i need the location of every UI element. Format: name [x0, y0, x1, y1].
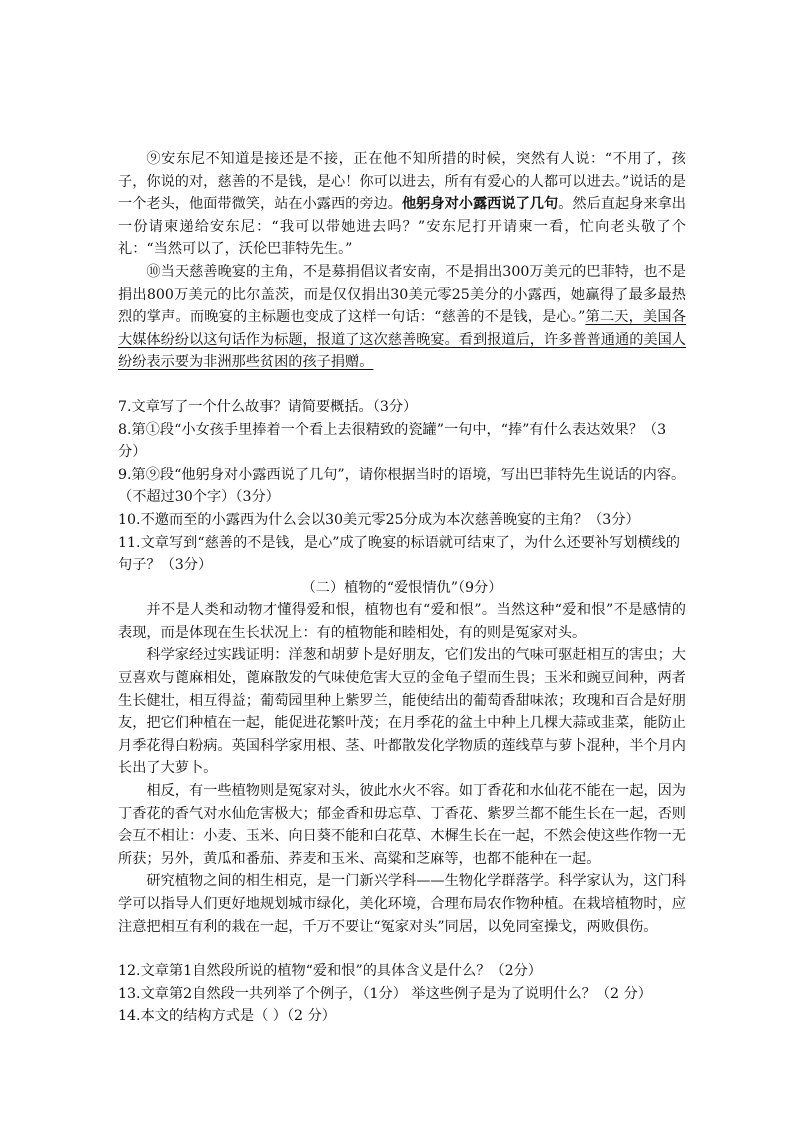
section-2-paragraph-1: 并不是人类和动物才懂得爱和恨，植物也有“爱和恨”。当然这种“爱和恨”不是感情的表现，而是体现在生长状况上：有的植物能和睦相处，有的则是冤家对头。 [118, 602, 686, 641]
paragraph-9-text: ⑨安东尼不知道是接还是不接，正在他不知所措的时候，突然有人说：“不用了，孩子，你说的对，慈善的不是钱，是心！你可以进去，所有有爱心的人都可以进去。”说话的是一个老头，他面带微笑，站在小露西的旁边。 [118, 151, 686, 213]
paragraph-10-text: ⑩当天慈善晚宴的主角，不是募捐倡议者安南，不是捐出300万美元的巴菲特，也不是捐出800万美元的比尔盖茨，而是仅仅捐出30美元零25美分的小露西，她赢得了最多最热烈的掌声。而晚宴的主标题也变成了这样一句话：“慈善的不是钱，是心。” [118, 263, 686, 326]
question-8: 8.第①段“小女孩手里捧着一个看上去很精致的瓷罐”一句中，“捧”有什么表达效果？（3分） [118, 421, 667, 461]
section-2-paragraph-3: 相反，有一些植物则是冤家对头，彼此水火不容。如丁香花和水仙花不能在一起，因为丁香花的香气对水仙危害极大；郁金香和毋忘草、丁香花、紫罗兰都不能生长在一起，否则会互不相让：小麦、玉米、向日葵不能和白花草、木樨生长在一起，不然会使这些作物一无所获；另外，黄瓜和番茄、荞麦和玉米、高粱和芝麻等，也都不能种在一起。 [118, 783, 686, 867]
question-12: 12.文章第1自然段所说的植物“爱和恨”的具体含义是什么？（2分） [118, 963, 542, 980]
question-10: 10.不邀而至的小露西为什么会以30美元零25分成为本次慈善晚宴的主角？（3分） [118, 511, 640, 528]
question-7: 7.文章写了一个什么故事？请简要概括。（3分） [118, 398, 418, 415]
spacer [118, 374, 686, 396]
paragraph-9 [118, 148, 686, 261]
question-14: 14.本文的结构方式是（ ）（2 分） [118, 1008, 336, 1025]
question-9: 9.第⑨段“他躬身对小露西说了几句”，请你根据当时的语境，写出巴菲特先生说话的内容。（不超过30个字）（3分） [118, 466, 686, 506]
question-11: 11.文章写到“慈善的不是钱，是心”成了晚宴的标语就可结束了，为什么还要补写划横线的句子？（3分） [118, 534, 681, 574]
section-2-paragraph-4: 研究植物之间的相生相克，是一门新兴学科——生物化学群落学。科学家认为，这门科学可以指导人们更好地规划城市绿化，美化环境，合理布局农作物种植。在栽培植物时，应注意把相互有利的栽在一起，千万不要让“冤家对头”同居，以免同室操戈，两败俱伤。 [118, 873, 686, 935]
paragraph-9-bold-sentence: 他躬身对小露西说了几句 [401, 196, 559, 213]
spacer [118, 938, 686, 960]
paragraph-10 [118, 261, 686, 374]
paragraph-9-text-end: 。然后直起身来拿出一份请柬递给安东尼：“我可以带她进去吗？”安东尼打开请柬一看，忙向老头敬了个礼：“当然可以了，沃伦巴菲特先生。” [118, 196, 686, 258]
question-13: 13.文章第2自然段一共列举了个例子，（1分） 举这些例子是为了说明什么？（2 分） [118, 985, 652, 1002]
paragraph-10-underlined-sentence: 第二天，美国各大媒体纷纷以这句话作为标题，报道了这次慈善晚宴。看到报道后，许多普普通通的美国人纷纷表示要为非洲那些贫困的孩子捐赠。 [118, 309, 686, 371]
document-page [118, 148, 686, 1028]
section-2-paragraph-2: 科学家经过实践证明：洋葱和胡萝卜是好朋友，它们发出的气味可驱赶相互的害虫；大豆喜欢与蓖麻相处，蓖麻散发的气味使危害大豆的金龟子望而生畏；玉米和豌豆间种，两者生长健壮，相互得益；葡萄园里种上紫罗兰，能使结出的葡萄香甜味浓；玫瑰和百合是好朋友，把它们种植在一起，能促进花繁叶茂；在月季花的盆土中种上几棵大蒜或韭菜，能防止月季花得白粉病。英国科学家用根、茎、叶都散发化学物质的莲线草与萝卜混种，半个月内长出了大萝卜。 [118, 647, 686, 777]
section-2-title: （二）植物的“爱恨情仇”（9分） [301, 579, 503, 596]
